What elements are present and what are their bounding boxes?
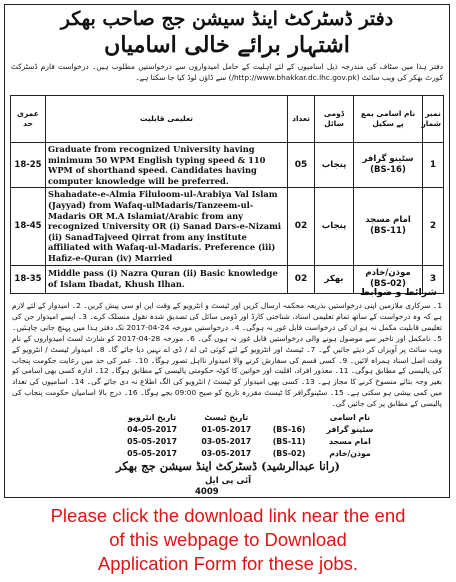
download-notice: [0, 504, 456, 576]
schedule-scale: (BS-11): [272, 436, 306, 446]
post-scale: (BS-16): [370, 165, 406, 176]
row-sr: 1: [423, 143, 444, 188]
header-domicile: ڈومی سائل: [315, 96, 354, 143]
header-count: تعداد: [288, 96, 315, 143]
row-domicile: پنجاب: [315, 143, 354, 188]
row-count: 02: [288, 265, 315, 293]
office-title: دفتر ڈسٹرکٹ اینڈ سیشن جج صاحب بھکر: [60, 8, 394, 30]
schedule-interview-date: 04-05-2017: [127, 424, 178, 434]
row-post: [354, 188, 423, 265]
notice-line-1: Please click the download link near the end: [50, 505, 406, 526]
row-domicile: بھکر: [315, 265, 354, 293]
schedule-header-scale: [263, 411, 315, 423]
job-advertisement: [4, 4, 450, 498]
schedule-header: [115, 411, 385, 423]
table-row: [115, 435, 385, 447]
row-sr: 2: [423, 188, 444, 265]
row-domicile: پنجاب: [315, 188, 354, 265]
schedule-table: [115, 411, 385, 459]
table-row: [115, 447, 385, 459]
conditions-text: 1۔ سرکاری ملازمین اپنی درخواستیں بذریعہ محکمہ ارسال کریں اور ٹیسٹ و انٹرویو کے وقت این او سی پیش کریں۔ 2۔ امیدوار کے لئے لازم ہے کہ وہ درخواست کے ساتھ تمام تعلیمی اسناد، شناختی کارڈ اور ڈومی سائل کی تصدیق شدہ نقول منسلک کرے۔ 3۔ ایسے امیدوار جن کی تعلیمی قابلیت مکمل نہ ہو ان کی درخواست قابل غور نہ ہوگی۔ 4۔ درخواستیں مورخہ 24-04-2017 تک دفتر ہذا میں پہنچ جانی چاہئیں۔ 5۔ نامکمل اور تاخیر سے موصول ہونے والی درخواستیں قابل غور نہ ہوں گی۔ 6۔ مورخہ 28-04-2017 کو شارٹ لسٹ امیدواروں کے نام ویب سائٹ پر آویزاں کر دیئے جائیں گے۔ 7۔ ٹیسٹ اور انٹرویو کے لئے کوئی ٹی اے / ڈی اے نہیں دیا جائے گا۔ 8۔ امیدوار ٹیسٹ / انٹرویو کے وقت اصل اسناد ہمراہ لائیں۔ 9۔ کسی قسم کی سفارش کرنے والا امیدوار نااہل تصور ہوگا۔ 10۔ عمر کی حد میں رعایت حکومت پنجاب کی پالیسی کے مطابق ہوگی۔ 11۔ معذور افراد، اقلیت اور خواتین کا کوٹہ حکومتی پالیسی کے مطابق ہوگا۔ 12۔ ادارہ کسی بھی اسامی کو بغیر وجہ بتائے منسوخ کرنے کا مجاز ہے۔ 13۔ کسی بھی امیدوار کو ٹیسٹ / انٹرویو کی الگ اطلاع نہ دی جائے گی۔ 14۔ اسامیوں کی تعداد میں کمی بیشی ہو سکتی ہے۔ 15۔ سٹینوگرافر کا ٹیسٹ مقررہ تاریخ کو صبح 09:00 بجے ہوگا۔ 16۔ درج بالا اسامیاں حکومت پنجاب کی پالیسی کے مطابق پر کی جائیں گی۔: [12, 301, 442, 409]
row-qualification: Graduate from recognized University having minimum 50 WPM English typing speed & 110 WPM of shorthand speed. Candidates having computer knowledge will be preferred.: [46, 143, 288, 188]
vacancies-table-header: [11, 96, 444, 143]
row-count: 05: [288, 143, 315, 188]
row-count: 02: [288, 188, 315, 265]
row-age: 18-45: [11, 188, 46, 265]
ipl-label: آئی پی ایل: [204, 476, 252, 486]
table-row: [115, 423, 385, 435]
schedule-post: امام مسجد: [329, 436, 371, 446]
row-age: 18-25: [11, 143, 46, 188]
post-name: موذن/خادم: [365, 268, 411, 279]
table-row: [11, 188, 444, 265]
schedule-interview-date: 05-05-2017: [127, 448, 178, 458]
ipl-number: 4009: [195, 487, 219, 497]
header-post: نام اسامی بمع پے سکیل: [354, 96, 423, 143]
notice-line-3: Application Form for these jobs.: [97, 553, 359, 574]
schedule-test-date: 03-05-2017: [201, 448, 252, 458]
schedule-interview-date: 05-05-2017: [127, 436, 178, 446]
ad-title: اشتہار برائے خالی اسامیاں: [104, 32, 350, 58]
schedule-scale: (BS-02): [272, 448, 306, 458]
schedule-header-interview: تاریخ انٹرویو: [128, 412, 177, 422]
schedule-test-date: 03-05-2017: [201, 436, 252, 446]
signature: (رانا عبدالرشید) ڈسٹرکٹ اینڈ سیشن جج بھکر: [115, 459, 340, 473]
post-scale: (BS-02): [370, 279, 406, 290]
row-age: 18-35: [11, 265, 46, 293]
table-row: [11, 143, 444, 188]
vacancies-table: [10, 95, 444, 294]
schedule-scale: (BS-16): [272, 424, 306, 434]
post-name: امام مسجد: [365, 215, 411, 226]
intro-text: دفتر ہذا میں سٹاف کی مندرجہ ذیل اسامیوں کے لئے اہلیت کے حامل امیدواروں سے درخواستیں مطلوب ہیں۔ درخواست فارم ڈسٹرکٹ کورٹ بھکر کی ویب سائٹ (http://www.bhakkar.dc.lhc.gov.pk/) سے ڈاؤن لوڈ کیا جا سکتا ہے۔: [11, 62, 443, 82]
row-qualification: Middle pass (i) Nazra Quran (ii) Basic knowledge of Islam Ibadat, Khush Ilhan.: [46, 265, 288, 293]
schedule-post: موذن/خادم: [329, 448, 371, 458]
post-name: سٹینو گرافر: [362, 154, 414, 165]
schedule-post: سٹینو گرافر: [326, 424, 374, 434]
notice-line-2: of this webpage to Download: [109, 529, 347, 550]
schedule-header-test: تاریخ ٹیسٹ: [204, 412, 249, 422]
row-sr: 3: [423, 265, 444, 293]
post-scale: (BS-11): [370, 226, 406, 237]
schedule-test-date: 01-05-2017: [201, 424, 252, 434]
header-qualification: تعلیمی قابلیت: [46, 96, 288, 143]
row-qualification: Shahadate-e-Almia Filuloom-ul-Arabiya Val Islam (Jayyad) from Wafaq-ulMadaris/Tanzeem-ul-Madaris OR M.A Islamiat/Arabic from any recognized University OR (i) Sanad Dars-e-Nizami (ii) SanadTajveed Qirrat from any institute affiliated with Wafaq-ul-Madaris. Preference (iii) Hafiz-e-Quran (iv) Married: [46, 188, 288, 265]
header-sr: نمبر شمار: [423, 96, 444, 143]
conditions-title: شرائط و ضوابط: [360, 287, 437, 298]
row-post: [354, 143, 423, 188]
header-age: عمری حد: [11, 96, 46, 143]
schedule-header-post: نام اسامی: [329, 412, 371, 422]
